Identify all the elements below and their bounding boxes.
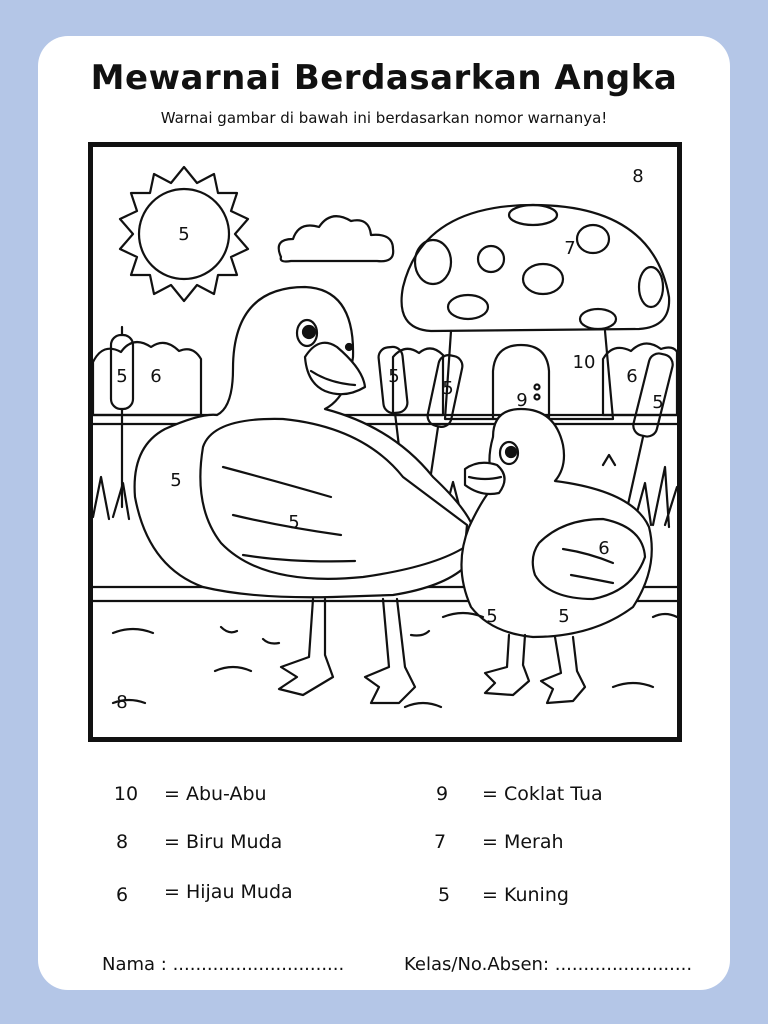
number-sky: 8 — [632, 166, 644, 187]
number-right-bush: 6 — [626, 366, 638, 387]
cloud-illustration — [279, 216, 393, 261]
coloring-picture-frame — [88, 142, 682, 742]
number-sun: 5 — [178, 224, 190, 245]
number-duckling-wing: 5 — [558, 606, 570, 627]
number-big-duck-wing: 5 — [288, 512, 300, 533]
legend-number-1: 10 — [113, 783, 139, 805]
duckling-illustration — [461, 409, 651, 703]
legend-label-6: = Kuning — [482, 884, 569, 906]
legend-label-1: = Abu-Abu — [164, 783, 267, 805]
legend-label-4: = Coklat Tua — [482, 783, 603, 805]
number-mushroom-stem: 10 — [572, 352, 596, 373]
legend-label-3: = Hijau Muda — [164, 881, 293, 903]
name-field-label: Nama : .............................. — [102, 954, 345, 975]
number-water: 8 — [116, 692, 128, 713]
legend-number-6: 5 — [437, 884, 451, 906]
legend-number-3: 6 — [115, 884, 129, 906]
page-title: Mewarnai Berdasarkan Angka — [90, 58, 678, 98]
number-left-bush: 6 — [150, 366, 162, 387]
class-field-label: Kelas/No.Absen: ........................ — [404, 954, 693, 975]
page-subtitle: Warnai gambar di bawah ini berdasarkan nomor warnanya! — [160, 109, 608, 127]
legend-number-2: 8 — [115, 831, 129, 853]
number-grass: 6 — [598, 538, 610, 559]
number-big-duck-body: 5 — [170, 470, 182, 491]
number-mushroom-cap: 7 — [564, 238, 576, 259]
number-middle-cattail-a: 5 — [388, 366, 400, 387]
legend-number-5: 7 — [433, 831, 447, 853]
number-left-cattail: 5 — [116, 366, 128, 387]
number-door: 9 — [516, 390, 528, 411]
legend-label-2: = Biru Muda — [164, 831, 283, 853]
legend-number-4: 9 — [435, 783, 449, 805]
number-right-cattail: 5 — [652, 392, 664, 413]
number-middle-cattail-b: 5 — [442, 378, 454, 399]
number-duckling-body: 5 — [486, 606, 498, 627]
legend-label-5: = Merah — [482, 831, 564, 853]
